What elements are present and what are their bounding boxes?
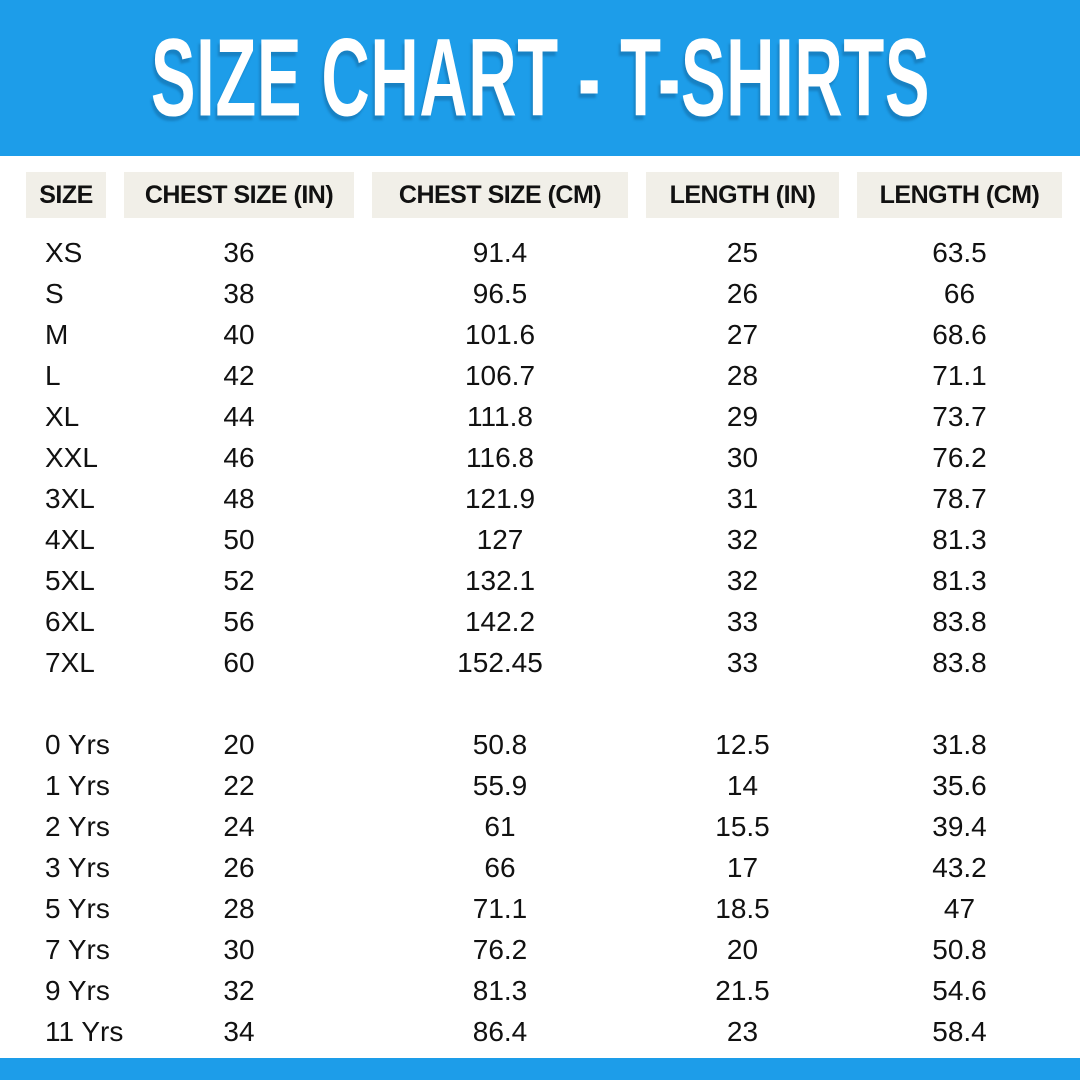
table-cell: 40 [223,318,255,350]
table-cell: 127 [476,523,524,555]
table-row [26,806,1062,847]
table-cell: 68.6 [932,318,987,350]
table-cell: 32 [223,974,255,1006]
table-cell: 30 [726,441,759,473]
title-banner [0,0,1080,156]
table-cell: 1 Yrs [45,769,110,801]
table-cell: 32 [726,523,759,555]
table-cell: 2 Yrs [45,810,110,842]
table-row [26,218,1062,273]
table-cell: 54.6 [932,974,987,1006]
table-cell: 17 [726,851,759,883]
table-cell: XS [45,236,83,268]
table-cell: 55.9 [472,769,528,801]
table-cell: 15.5 [715,810,770,842]
table-cell: 47 [943,892,976,924]
table-cell: 73.7 [932,400,987,432]
table-row [26,519,1062,560]
table-row [26,560,1062,601]
table-cell: 76.2 [932,441,987,473]
table-cell: 56 [223,605,255,637]
table-cell: 132.1 [464,564,536,596]
table-cell: 50 [223,523,255,555]
table-cell: 61 [484,810,516,842]
table-cell: 83.8 [932,646,987,678]
table-cell: 33 [726,646,759,678]
table-cell: 121.9 [464,482,536,514]
table-cell: 71.1 [932,359,987,391]
table-row [26,273,1062,314]
table-cell: 30 [223,933,255,965]
table-cell: 27 [726,318,759,350]
column-header-length-in: LENGTH (IN) [646,172,857,218]
table-cell: 12.5 [715,728,770,760]
table-cell: S [45,277,64,309]
table-cell: 23 [726,1015,759,1047]
table-cell: 4XL [45,523,95,555]
table-cell: 7XL [45,646,95,678]
table-cell: 71.1 [472,892,528,924]
table-row [26,847,1062,888]
table-cell: XXL [45,441,98,473]
table-cell: 14 [726,769,759,801]
table-cell: 58.4 [932,1015,987,1047]
table-cell: 33 [726,605,759,637]
table-row [26,478,1062,519]
column-header-chest-cm: CHEST SIZE (CM) [372,172,646,218]
table-cell: 3 Yrs [45,851,110,883]
table-cell: 38 [223,277,255,309]
table-cell: 66 [484,851,516,883]
table-cell: 31.8 [932,728,987,760]
table-cell: 9 Yrs [45,974,110,1006]
footer-bar [0,1058,1080,1080]
size-table-header [26,172,1062,218]
table-cell: 66 [943,277,976,309]
table-cell: 52 [223,564,255,596]
table-row [26,724,1062,765]
table-cell: 24 [223,810,255,842]
table-cell: 50.8 [472,728,528,760]
table-cell: 22 [223,769,255,801]
table-cell: 101.6 [464,318,536,350]
size-table-container [26,172,1062,1052]
page-title: SIZE CHART - T-SHIRTS [150,15,930,140]
table-cell: 86.4 [472,1015,528,1047]
table-cell: 6XL [45,605,95,637]
table-cell: 96.5 [472,277,528,309]
table-row [26,970,1062,1011]
table-cell: 28 [726,359,759,391]
table-cell: 81.3 [472,974,528,1006]
table-cell: 76.2 [472,933,528,965]
table-cell: 32 [726,564,759,596]
table-cell: 60 [223,646,255,678]
table-cell: 50.8 [932,933,987,965]
table-cell: 83.8 [932,605,987,637]
spacer-row [26,683,1062,724]
table-cell: 20 [223,728,255,760]
size-table [26,172,1062,1052]
column-header-size: SIZE [26,172,124,218]
table-cell: 63.5 [932,236,987,268]
table-cell: 18.5 [715,892,770,924]
table-cell: 21.5 [715,974,770,1006]
table-row [26,929,1062,970]
table-cell: 106.7 [464,359,536,391]
table-cell: 25 [726,236,759,268]
table-row [26,765,1062,806]
table-cell: 3XL [45,482,95,514]
table-row [26,1011,1062,1052]
table-cell: 5XL [45,564,95,596]
table-cell: 20 [726,933,759,965]
column-header-chest-in: CHEST SIZE (IN) [124,172,372,218]
table-cell: 31 [726,482,759,514]
table-cell: 28 [223,892,255,924]
column-header-length-cm: LENGTH (CM) [857,172,1062,218]
table-row [26,642,1062,683]
table-cell: 78.7 [932,482,987,514]
table-row [26,396,1062,437]
table-cell: 29 [726,400,759,432]
table-row [26,355,1062,396]
table-cell: 43.2 [932,851,987,883]
table-cell: 142.2 [464,605,536,637]
table-row [26,314,1062,355]
table-cell: 26 [726,277,759,309]
table-cell: 116.8 [466,441,534,473]
table-cell: 111.8 [467,400,533,432]
table-cell: 81.3 [932,564,987,596]
table-cell: 36 [223,236,255,268]
table-cell: 39.4 [932,810,987,842]
table-cell: 7 Yrs [45,933,110,965]
table-cell: M [45,318,69,350]
table-cell: 5 Yrs [45,892,110,924]
table-cell: 35.6 [932,769,987,801]
table-cell: L [45,359,61,391]
table-row [26,601,1062,642]
header-row [26,172,1062,218]
table-cell: 34 [223,1015,255,1047]
table-cell: 11 Yrs [45,1015,124,1047]
table-cell: 26 [223,851,255,883]
table-cell: 44 [223,400,255,432]
table-cell: 46 [223,441,255,473]
table-cell: 42 [223,359,255,391]
table-row [26,437,1062,478]
size-table-body [26,218,1062,1052]
table-cell: 91.4 [472,236,528,268]
table-cell: XL [45,400,80,432]
table-cell: 0 Yrs [45,728,110,760]
table-row [26,888,1062,929]
table-cell: 81.3 [932,523,987,555]
table-cell: 48 [223,482,255,514]
table-cell: 152.45 [457,646,543,678]
